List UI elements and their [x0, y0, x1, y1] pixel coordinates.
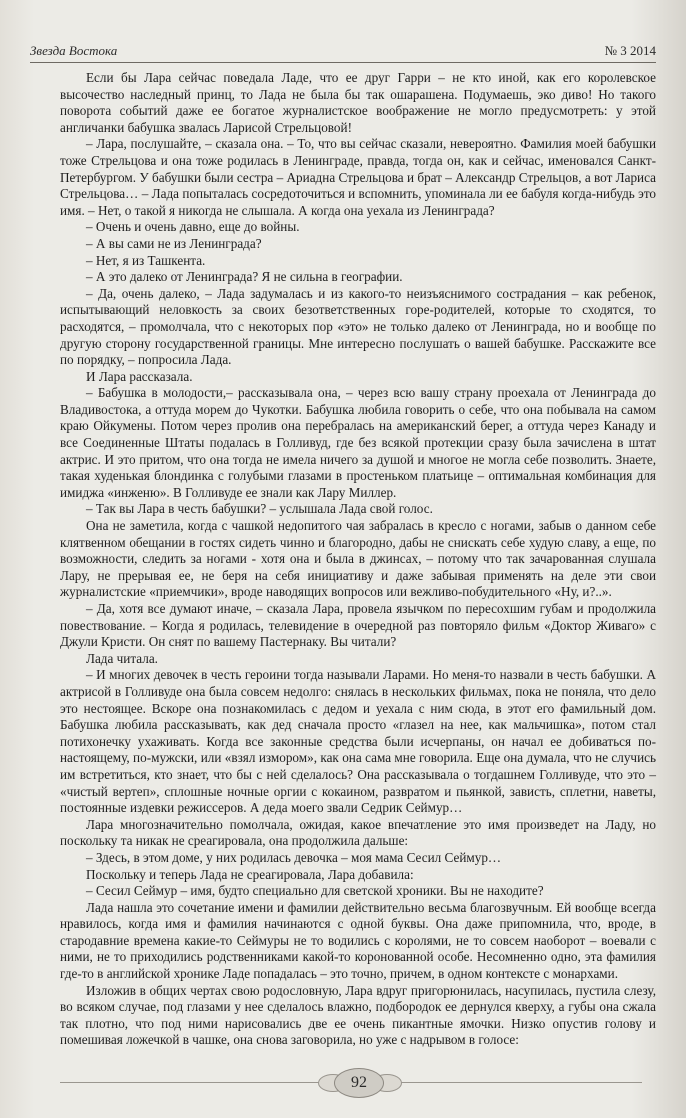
article-body [60, 70, 656, 1049]
running-header [30, 36, 656, 63]
paragraph: Она не заметила, когда с чашкой недопитого чая забралась в кресло с ногами, забыв о данном себе клятвенном обещании в гостях сидеть чинно и благородно, дабы не снискать себе худую славу, а еще, по возможности, следить за ногами - хотя она и была в джинсах, – потому что так зачарованная слушала Лару, не прерывая ее, не беря на себя инициативу и даже забывая применять на деле эти свои журналистские «приемчики», вроде наводящих вопросов или вежливо-побудительного «Ну, и?..». [60, 518, 656, 600]
paragraph: – Здесь, в этом доме, у них родилась девочка – моя мама Сесил Сеймур… [86, 849, 502, 865]
page-footer [0, 1068, 686, 1098]
paragraph: Изложив в общих чертах свою родословную, Лара вдруг пригорюнилась, насупилась, пустила слезу, во всяком случае, под глазами у нее сделалось влажно, подбородок ее дернулся кверху, а губы она сжала так плотно, что под ними нарисовались две ее очень пикантные ямочки. Низко опустив голову и помешивая ложечкой в чашке, она снова заговорила, но уже с надрывом в голосе: [60, 982, 656, 1048]
paragraph: – Нет, я из Ташкента. [86, 252, 206, 268]
paragraph: – Очень и очень давно, еще до войны. [86, 219, 300, 235]
paragraph: Поскольку и теперь Лада не среагировала, Лара добавила: [86, 866, 414, 882]
paragraph: – Бабушка в молодости,– рассказывала она, – через всю вашу страну проехала от Ленинграда до Владивостока, а оттуда морем до Чукотки. Бабушка любила говорить о себе, что она побывала на самом краю Ойкумены. Потом через пролив она перебралась на американский берег, а оттуда через Канаду и все Соединенные Штаты подалась в Голливуд, где без всякой протекции сразу была зачислена в штат актрис. И это притом, что она тогда не имела ничего за душой и многое не могла себе позволить. Знаете, такая худенькая блондинка с голубыми глазами в простеньком платьице – оптимальная комбинация для имиджа «инженю». В Голливуде ее знали как Лару Миллер. [60, 385, 656, 500]
paragraph: – Лара, послушайте, – сказала она. – То, что вы сейчас сказали, невероятно. Фамилия моей бабушки тоже Стрельцова и она тоже родилась в Ленинграде, правда, тогда он, как и сейчас, именовался Санкт-Петербургом. У бабушки были сестра – Ариадна Стрельцова и брат – Александр Стрельцов, а вот Лариса Стрельцова… – Лада попыталась сосредоточиться и вспомнить, упоминала ли ее бабуля когда-нибудь это имя. – Нет, о такой я никогда не слышала. А когда она уехала из Ленинграда? [60, 136, 656, 218]
issue-number: № 3 2014 [604, 43, 656, 58]
paragraph: – А это далеко от Ленинграда? Я не сильна в географии. [86, 269, 403, 285]
page-number: 92 [334, 1068, 384, 1098]
paragraph: Лада нашла это сочетание имени и фамилии действительно весьма благозвучным. Ей вообще всегда нравилось, когда имя и фамилия начинаются с одной буквы. Она даже припомнила, что, вроде, в стародавние времена какие-то Сеймуры не то водились с королями, не то совсем наоборот – воевали с ними, не то приходились родственниками какой-то коронованной особе. Несомненно одно, эта фамилия где-то в английской хронике Ладе попадалась – это точно, причем, в одном контексте с монархами. [60, 899, 656, 982]
paragraph: – И многих девочек в честь героини тогда называли Ларами. Но меня-то назвали в честь бабушки. А актрисой в Голливуде она была совсем недолго: снялась в нескольких фильмах, пока не поняла, что дело это нестоящее. Вскоре она познакомилась с дедом и уехала с ним сюда, в этот его фамильный дом. Бабушка любила рассказывать, как дед сначала просто «глазел на нее, как мальчишка», потом стал потихонечку ухаживать. Когда все законные средства были исчерпаны, он начал ее добиваться по-настоящему, по-мужски, или «взял измором», как она сама мне говорила. Еще она думала, что не случись им встретиться, кто знает, что бы с ней сделалось? Она рассказывала о тогдашнем Голливуде, что это – «чистый вертеп», сплошные ночные оргии с кокаином, развратом и пьянкой, зависть, сплетни, наветы, постоянные издевки режиссеров. А деда моего звали Седрик Сеймур… [60, 667, 656, 816]
paragraph: И Лара рассказала. [86, 368, 193, 384]
paragraph: – Да, очень далеко, – Лада задумалась и из какого-то неизъяснимого сострадания – как ребенок, испытывающий неловкость за своих безответственных горе-родителей, которые то сходятся, то расходятся, – промолчала, что с некоторых пор «это» не только далеко от Ленинграда, но и вообще по другую сторону государственной границы. Мне интересно послушать о вашей бабушке. Расскажите все по порядку, – попросила Лада. [60, 285, 656, 368]
paragraph: – Да, хотя все думают иначе, – сказала Лара, провела язычком по пересохшим губам и продолжила повествование. – Когда я родилась, телевидение в очередной раз повторяло фильм «Доктор Живаго» с Джули Кристи. Он снят по вашему Пастернаку. Вы читали? [60, 601, 656, 650]
paragraph: – А вы сами не из Ленинграда? [86, 235, 262, 251]
paragraph: – Так вы Лара в честь бабушки? – услышала Лада свой голос. [86, 501, 433, 517]
paragraph: Лада читала. [86, 650, 158, 666]
paragraph: Лара многозначительно помолчала, ожидая, какое впечатление это имя произведет на Ладу, но поскольку та никак не среагировала, она продолжила дальше: [60, 816, 656, 849]
paragraph: – Сесил Сеймур – имя, будто специально для светской хроники. Вы не находите? [86, 883, 544, 899]
paragraph: Если бы Лара сейчас поведала Ладе, что ее друг Гарри – не кто иной, как его королевское высочество наследный принц, то Лада не была бы так ошарашена. Подумаешь, эко диво! Но такого поворота событий даже ее богатое журналистское воображение не могло предусмотреть: у этой англичанки бабушка звалась Ларисой Стрельцовой! [60, 70, 656, 135]
journal-title: Звезда Востока [30, 43, 118, 58]
